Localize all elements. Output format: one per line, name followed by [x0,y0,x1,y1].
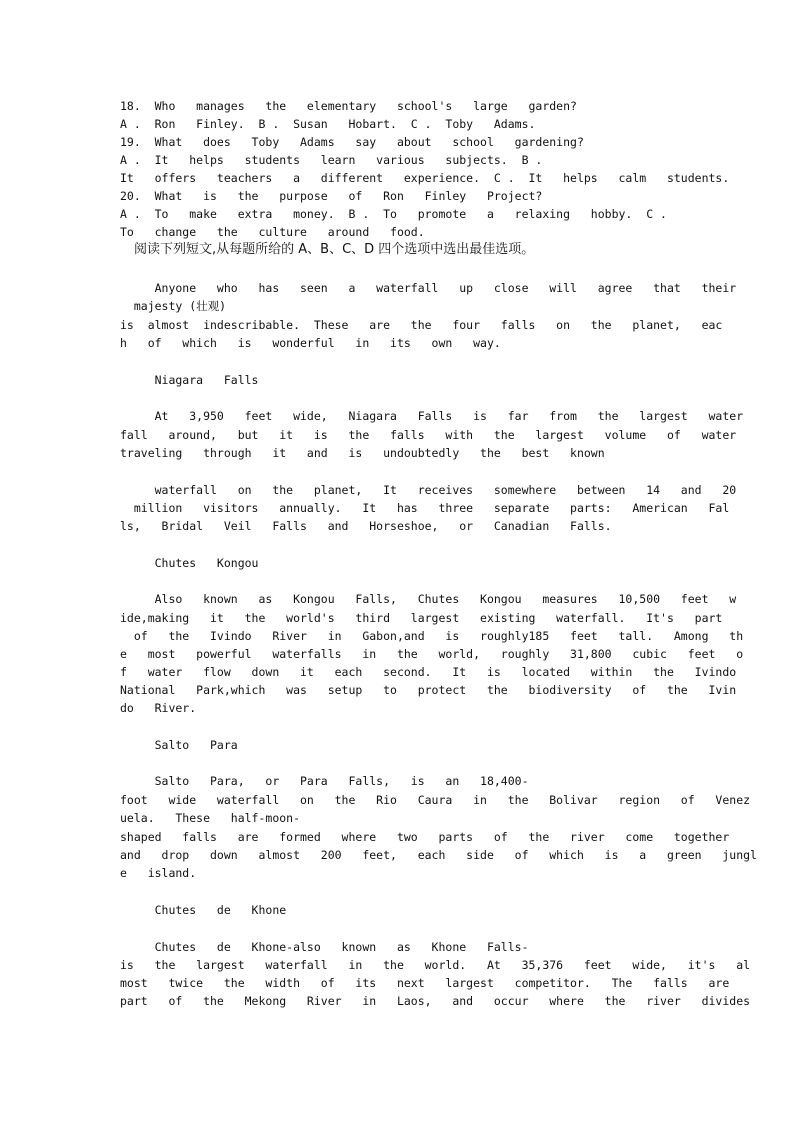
question-18-options: A . Ron Finley. B . Susan Hobart. C . Toby Adams. [120,117,536,131]
heading-salto-para: Salto Para [120,738,238,752]
salto-line-3: uela. These half-moon- [120,811,301,825]
salto-line-5: and drop down almost 200 feet, each side of which is a green jungl [120,848,757,862]
question-20: 20. What is the purpose of Ron Finley Project? [120,189,543,203]
question-19-options-a: A . It helps students learn various subjects. B . [120,153,543,167]
intro-line-3: is almost indescribable. These are the four falls on the planet, eac [120,318,723,332]
khone-line-1: Chutes de Khone-also known as Khone Falls- [120,940,529,954]
kongou-line-4: e most powerful waterfalls in the world, roughly 31,800 cubic feet o [120,647,744,661]
niagara-line-6: ls, Bridal Veil Falls and Horseshoe, or Canadian Falls. [120,519,612,533]
question-19-options-b: It offers teachers a different experience. C . It helps calm students. [120,171,730,185]
salto-line-1: Salto Para, or Para Falls, is an 18,400- [120,774,529,788]
salto-line-6: e island. [120,866,197,880]
niagara-line-3: traveling through it and is undoubtedly the best known [120,446,605,460]
section-instruction: 阅读下列短文,从每题所给的 A、B、C、D 四个选项中选出最佳选项。 [134,242,535,257]
niagara-line-2: fall around, but it is the falls with the largest volume of water [120,428,737,442]
niagara-line-5: million visitors annually. It has three separate parts: American Fal [120,501,730,515]
intro-line-4: h of which is wonderful in its own way. [120,336,501,350]
niagara-line-1: At 3,950 feet wide, Niagara Falls is far from the largest water [120,409,744,423]
kongou-line-2: ide,making it the world's third largest existing waterfall. It's part [120,611,723,625]
question-19: 19. What does Toby Adams say about school gardening? [120,135,584,149]
khone-line-2: is the largest waterfall in the world. At 35,376 feet wide, it's al [120,958,751,972]
kongou-line-6: National Park,which was setup to protect the biodiversity of the Ivin [120,683,737,697]
kongou-line-3: of the Ivindo River in Gabon,and is roughly185 feet tall. Among th [120,629,744,643]
khone-line-3: most twice the width of its next largest competitor. The falls are [120,976,730,990]
kongou-line-7: do River. [120,701,197,715]
kongou-line-5: f water flow down it each second. It is located within the Ivindo [120,665,737,679]
heading-niagara: Niagara Falls [120,373,259,387]
salto-line-4: shaped falls are formed where two parts of the river come together [120,830,730,844]
intro-line-2: majesty (壮观) [120,299,227,313]
khone-line-4: part of the Mekong River in Laos, and occur where the river divides [120,994,751,1008]
niagara-line-4: waterfall on the planet, It receives somewhere between 14 and 20 [120,483,737,497]
salto-line-2: foot wide waterfall on the Rio Caura in the Bolivar region of Venez [120,793,751,807]
intro-line-1: Anyone who has seen a waterfall up close will agree that their [120,281,737,295]
question-20-options-a: A . To make extra money. B . To promote a relaxing hobby. C . [120,207,667,221]
heading-kongou: Chutes Kongou [120,556,259,570]
kongou-line-1: Also known as Kongou Falls, Chutes Kongou measures 10,500 feet w [120,592,737,606]
question-18: 18. Who manages the elementary school's large garden? [120,99,577,113]
heading-khone: Chutes de Khone [120,903,287,917]
question-20-options-b: To change the culture around food. [120,225,425,239]
